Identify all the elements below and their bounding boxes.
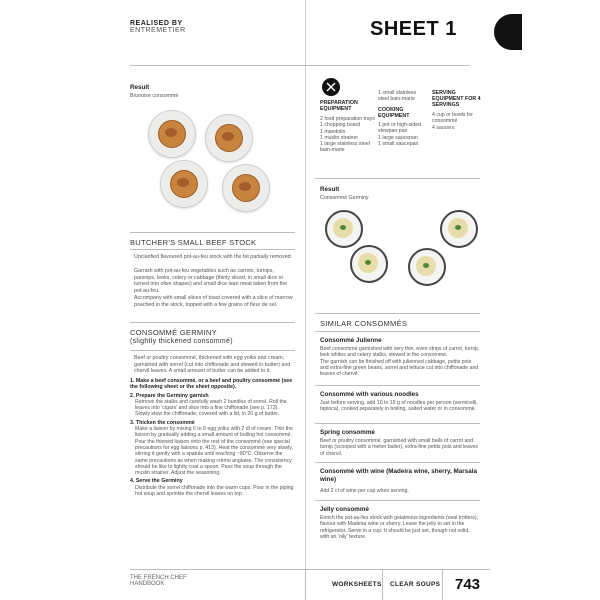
brunoise-bowl-photo <box>205 114 253 162</box>
realised-by-value: ENTREMETIER <box>130 27 186 34</box>
left-result-label: Result <box>130 84 150 91</box>
footer-divider <box>382 569 383 600</box>
equipment-item: 1 chopping board <box>320 122 361 129</box>
right-result-subtitle: Consommé Germiny <box>320 195 369 201</box>
germiny-cup-photo <box>408 248 446 286</box>
step-heading: 2. Prepare the Germiny garnish <box>130 392 209 399</box>
equipment-item: 4 cup or bowls for consommé <box>432 112 473 125</box>
brunoise-bowl-photo <box>160 160 208 208</box>
footer-worksheets: WORKSHEETS <box>332 581 382 588</box>
sheet-tab-marker <box>494 14 522 50</box>
cooking-equipment-label: COOKING EQUIPMENT <box>378 107 410 119</box>
section-rule <box>315 423 480 424</box>
section-rule <box>315 500 480 501</box>
variant-bullet: Beef consommé garnished with very thin, even strips of carrot, turnip, leek whites and celery stalks, stewed in the consommé. <box>320 346 480 359</box>
footer-divider <box>305 569 306 600</box>
prep-equipment-list <box>320 116 375 154</box>
column-divider <box>305 0 306 600</box>
variant-title: Consommé Julienne <box>320 337 382 344</box>
section-rule <box>315 385 480 386</box>
section-rule <box>315 462 480 463</box>
beef-stock-paragraph: Garnish with pot-au-feu vegetables such as carrots, turnips, parsnips, leeks, celery or cabbage (thinly sliced, in small dice or turned into olive shapes) and small dice lean meat taken from the pot-au-feu. <box>134 268 288 294</box>
germiny-cup-photo <box>350 245 388 283</box>
brunoise-bowl-photo <box>148 110 196 158</box>
section-rule <box>315 178 480 179</box>
realised-label: REALISED BY <box>130 20 183 27</box>
equipment-item: 1 small saucepan <box>378 140 419 147</box>
right-result-label: Result <box>320 186 340 193</box>
germiny-steps <box>130 378 295 497</box>
variant-desc <box>320 346 480 377</box>
step-body: Remove the stalks and carefully wash 2 bundles of sorrel. Roll the leaves into 'cigars' and slice into a fine chiffonade (see p. 173). Slowly stew the chiffonade, covered with a lid, in 20 g of butter. <box>135 398 287 418</box>
sheet-title: SHEET 1 <box>370 18 457 40</box>
variant-title: Consommé with various noodles <box>320 391 419 398</box>
germiny-intro: Beef or poultry consommé, thickened with egg yolks and cream, garnished with sorrel (cut into chiffonade and stewed in butter) and chervil leaves. A small amount of butter can be added to it. <box>134 355 291 375</box>
beef-stock-title: BUTCHER'S SMALL BEEF STOCK <box>130 238 257 247</box>
equipment-item: 1 large saucepan <box>378 134 418 141</box>
section-rule <box>130 350 295 351</box>
variant-bullet: Enrich the pot-au-feu stock with gelatinous ingredients (veal trotters), flavour with Madeira wine or sherry. Leave the jelly to set in the refrigerator. Serve in a cup. It should be just set, though not solid, with an 'oily' texture. <box>320 515 479 540</box>
variant-title: Spring consommé <box>320 429 375 436</box>
beef-stock-paragraph: Accompany with small slices of toast covered with a slice of marrow poached in the stock, topped with a few grains of fleur de sel. <box>134 295 293 308</box>
step-heading: 4. Serve the Germiny <box>130 478 183 485</box>
equipment-item: 1 mandolin <box>320 128 346 135</box>
realised-by-block <box>130 20 186 34</box>
variant-bullet: Add 2 cl of wine per cup when serving. <box>320 488 409 494</box>
section-rule <box>315 331 480 332</box>
section-rule <box>130 249 295 250</box>
left-result-subtitle: Brunoise consommé <box>130 93 179 99</box>
section-rule <box>130 232 295 233</box>
equipment-item: 1 pot or high-sided stewpan pan <box>378 122 421 135</box>
variant-title: Jelly consommé <box>320 506 369 513</box>
book-title-line: THE FRENCH CHEF <box>130 575 187 581</box>
page-number: 743 <box>455 576 481 593</box>
germiny-title: CONSOMMÉ GERMINY <box>130 328 217 337</box>
step-body: Distribute the sorrel chiffonade into the warm cups. Pour in the piping hot soup and sprinkle the chervil leaves on top. <box>135 484 294 498</box>
similar-title: SIMILAR CONSOMMÉS <box>320 319 408 328</box>
brunoise-bowl-photo <box>222 164 270 212</box>
equipment-item: 1 small stainless steel bain-marie <box>378 90 417 103</box>
variant-bullet: Just before serving, add 10 to 15 g of noodles per person (vermicelli, tapioca), cooked separately in boiling, salted water or in consommé. <box>320 400 478 413</box>
variant-bullet: The garnish can be finished off with julienned cabbage, petits pois and extra-fine green beans, sorrel and lettuce cut into chiffonade and leaves of chervil. <box>320 358 479 378</box>
germiny-subtitle: (slightly thickened consommé) <box>130 338 233 345</box>
section-rule <box>315 313 480 314</box>
step-body: Make a liaison by mixing 6 to 8 egg yolks with 2 dl of cream. Thin the liaison by gradually adding a small amount of boiling hot consommé. Pour the thinned liaison onto the rest of the consommé (see special precautions for egg liaisons p. 413). Heat the consommé very slowly, stirring it gently with a spatula until reaching ~80°C. Observe the same precautions as when making crème anglaise. The consistency should be like to lightly coat a spoon. Pass the soup through the muslin strainer. Adjust the seasoning. <box>135 426 293 477</box>
equipment-item: 1 large stainless steel bain-marie <box>320 141 370 154</box>
header-rule <box>130 65 470 66</box>
variant-title: Consommé with wine (Madeira wine, sherry, Marsala wine) <box>320 468 478 483</box>
footer-section: CLEAR SOUPS <box>390 581 441 588</box>
cooking-equipment-list <box>378 122 428 147</box>
utensils-icon <box>322 78 340 96</box>
step-heading: 3. Thicken the consommé <box>130 419 195 426</box>
germiny-cup-photo <box>440 210 478 248</box>
serving-equipment-label: SERVING EQUIPMENT FOR 4 SERVINGS <box>432 90 481 108</box>
book-title-line: HANDBOOK <box>130 581 165 587</box>
footer-rule <box>130 569 490 570</box>
serving-equipment-list <box>432 112 482 131</box>
equipment-item: 2 food preparation trays <box>320 116 375 122</box>
equipment-item: 4 saucers <box>432 124 455 131</box>
book-title <box>130 575 187 587</box>
prep-equipment-label: PREPARATION EQUIPMENT <box>320 100 358 112</box>
footer-divider <box>442 569 443 600</box>
section-rule <box>130 322 295 323</box>
beef-stock-paragraph: Unclarified flavoured pot-au-feu stock with the fat partially removed. <box>134 254 293 260</box>
equipment-item: 1 muslin strainer <box>320 134 359 141</box>
germiny-cup-photo <box>325 210 363 248</box>
variant-bullet: Beef or poultry consommé, garnished with small balls of carrot and turnip (scooped with a melon baller), extra-fine petits pois and leaves of chervil. <box>320 438 479 457</box>
step-heading: 1. Make a beef consommé, or a beef and poultry consommé (see the following sheet or the sheet opposite). <box>130 378 293 391</box>
